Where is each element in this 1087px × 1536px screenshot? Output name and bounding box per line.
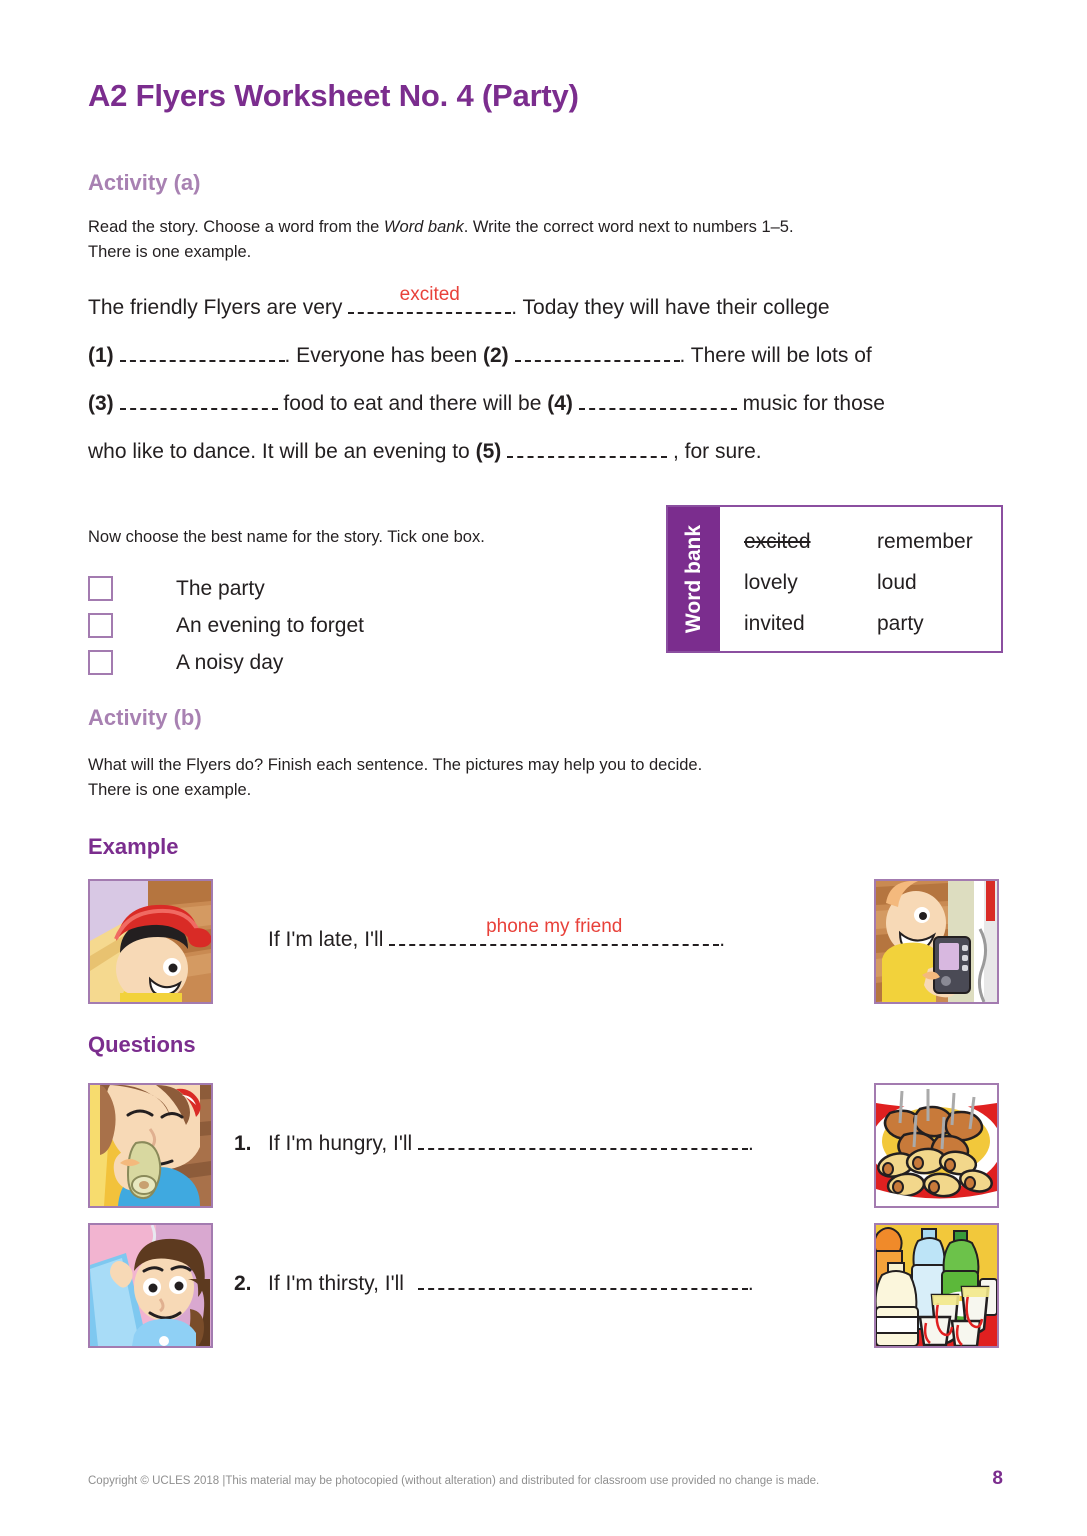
question-2-prompt: If I'm thirsty, I'll <box>268 1272 404 1295</box>
boy-with-red-cap-illustration <box>90 881 211 1002</box>
question-2-number: 2. <box>234 1272 252 1295</box>
story-line-1-part1: The friendly Flyers are very <box>88 296 343 319</box>
word-bank-grid <box>744 521 1001 644</box>
boy-holding-mobile-phone-illustration <box>876 881 997 1002</box>
girl-eating-wrap-picture <box>88 1083 213 1208</box>
word-bank-word-lovely: lovely <box>744 571 798 594</box>
question-2-sentence <box>268 1272 754 1296</box>
story-line-3-part1: food to eat and there will be <box>283 392 542 415</box>
story-line-2-part1: . Everyone has been <box>284 344 478 367</box>
word-bank-word-party: party <box>877 612 924 635</box>
plate-of-party-food-illustration <box>876 1085 997 1206</box>
activity-b-instruction-line1: What will the Flyers do? Finish each sentence. The pictures may help you to decide. <box>88 756 703 774</box>
bottles-and-drinks-illustration <box>876 1225 997 1346</box>
story-number-4: (4) <box>547 392 573 415</box>
tick-option-label-1: The party <box>176 576 265 600</box>
word-bank-tab-label: Word bank <box>682 524 705 634</box>
story-number-3: (3) <box>88 392 114 415</box>
activity-a-instruction-line2: There is one example. <box>88 243 252 261</box>
story-line-2 <box>88 344 1018 392</box>
story-number-1: (1) <box>88 344 114 367</box>
question-1-trailing: . <box>748 1132 754 1155</box>
word-bank-tab <box>668 507 720 651</box>
activity-b-instruction-line2: There is one example. <box>88 781 252 799</box>
example-sentence <box>268 916 726 952</box>
plate-of-party-food-picture <box>874 1083 999 1208</box>
story-blank-3[interactable] <box>120 395 278 410</box>
question-2-blank[interactable] <box>418 1275 748 1290</box>
question-1-blank[interactable] <box>418 1135 748 1150</box>
activity-a-heading: Activity (a) <box>88 170 201 195</box>
story-number-5: (5) <box>475 440 502 463</box>
question-1-sentence <box>268 1132 754 1156</box>
story-line-4-part2: , for sure. <box>672 440 762 463</box>
story-text <box>88 284 1018 488</box>
activity-b-instruction <box>88 753 702 803</box>
story-blank-example[interactable] <box>348 284 511 314</box>
page-number: 8 <box>992 1468 1003 1489</box>
tick-checkbox-2[interactable] <box>88 613 113 638</box>
tick-option-row-2[interactable] <box>88 607 364 644</box>
girl-waving-picture <box>88 1223 213 1348</box>
story-line-4-part1: who like to dance. It will be an evening to <box>88 440 470 463</box>
tick-checkbox-3[interactable] <box>88 650 113 675</box>
questions-heading: Questions <box>88 1032 196 1057</box>
boy-with-red-cap-picture <box>88 879 213 1004</box>
word-bank-word-loud: loud <box>877 571 917 594</box>
girl-eating-wrap-illustration <box>90 1085 211 1206</box>
word-bank-box <box>666 505 1003 653</box>
boy-holding-mobile-phone-picture <box>874 879 999 1004</box>
word-bank-reference: Word bank <box>383 218 464 236</box>
word-bank-word-excited: excited <box>744 530 811 553</box>
story-answer-example: excited <box>399 284 460 305</box>
tick-instruction: Now choose the best name for the story. Tick one box. <box>88 528 485 546</box>
example-heading: Example <box>88 834 179 859</box>
story-blank-2[interactable] <box>515 347 680 362</box>
tick-checkbox-1[interactable] <box>88 576 113 601</box>
activity-a-instruction-part2: . Write the correct word next to numbers 1–5. <box>463 218 794 236</box>
story-number-2: (2) <box>483 344 509 367</box>
tick-option-label-2: An evening to forget <box>176 613 364 637</box>
example-trailing: . <box>719 928 726 951</box>
tick-options-list <box>88 570 364 681</box>
story-line-1-part2: . Today they will have their college <box>511 296 830 319</box>
word-bank-word-invited: invited <box>744 612 805 635</box>
girl-waving-illustration <box>90 1225 211 1346</box>
page-title: A2 Flyers Worksheet No. 4 (Party) <box>88 78 579 113</box>
question-1-number: 1. <box>234 1132 252 1155</box>
tick-option-label-3: A noisy day <box>176 650 284 674</box>
example-answer: phone my friend <box>486 916 623 937</box>
tick-option-row-1[interactable] <box>88 570 364 607</box>
question-2-trailing: . <box>747 1272 754 1295</box>
story-line-3 <box>88 392 1018 440</box>
activity-a-instruction <box>88 215 794 265</box>
word-bank-body <box>720 507 1001 651</box>
story-line-4 <box>88 440 1018 488</box>
story-line-2-part2: . There will be lots of <box>679 344 872 367</box>
story-blank-4[interactable] <box>579 395 737 410</box>
activity-a-instruction-part1: Read the story. Choose a word from the <box>88 218 384 236</box>
example-prompt: If I'm late, I'll <box>268 928 384 951</box>
activity-b-heading: Activity (b) <box>88 705 202 730</box>
story-line-1 <box>88 284 1018 344</box>
footer-copyright: Copyright © UCLES 2018 |This material may be photocopied (without alteration) and distributed for classroom use provided no change is made. <box>88 1475 820 1487</box>
example-blank[interactable] <box>389 916 719 946</box>
bottles-and-drinks-picture <box>874 1223 999 1348</box>
story-blank-1[interactable] <box>120 347 285 362</box>
question-1-prompt: If I'm hungry, I'll <box>268 1132 413 1155</box>
story-line-3-part2: music for those <box>742 392 885 415</box>
word-bank-word-remember: remember <box>877 530 973 553</box>
story-blank-5[interactable] <box>507 443 667 458</box>
tick-option-row-3[interactable] <box>88 644 364 681</box>
